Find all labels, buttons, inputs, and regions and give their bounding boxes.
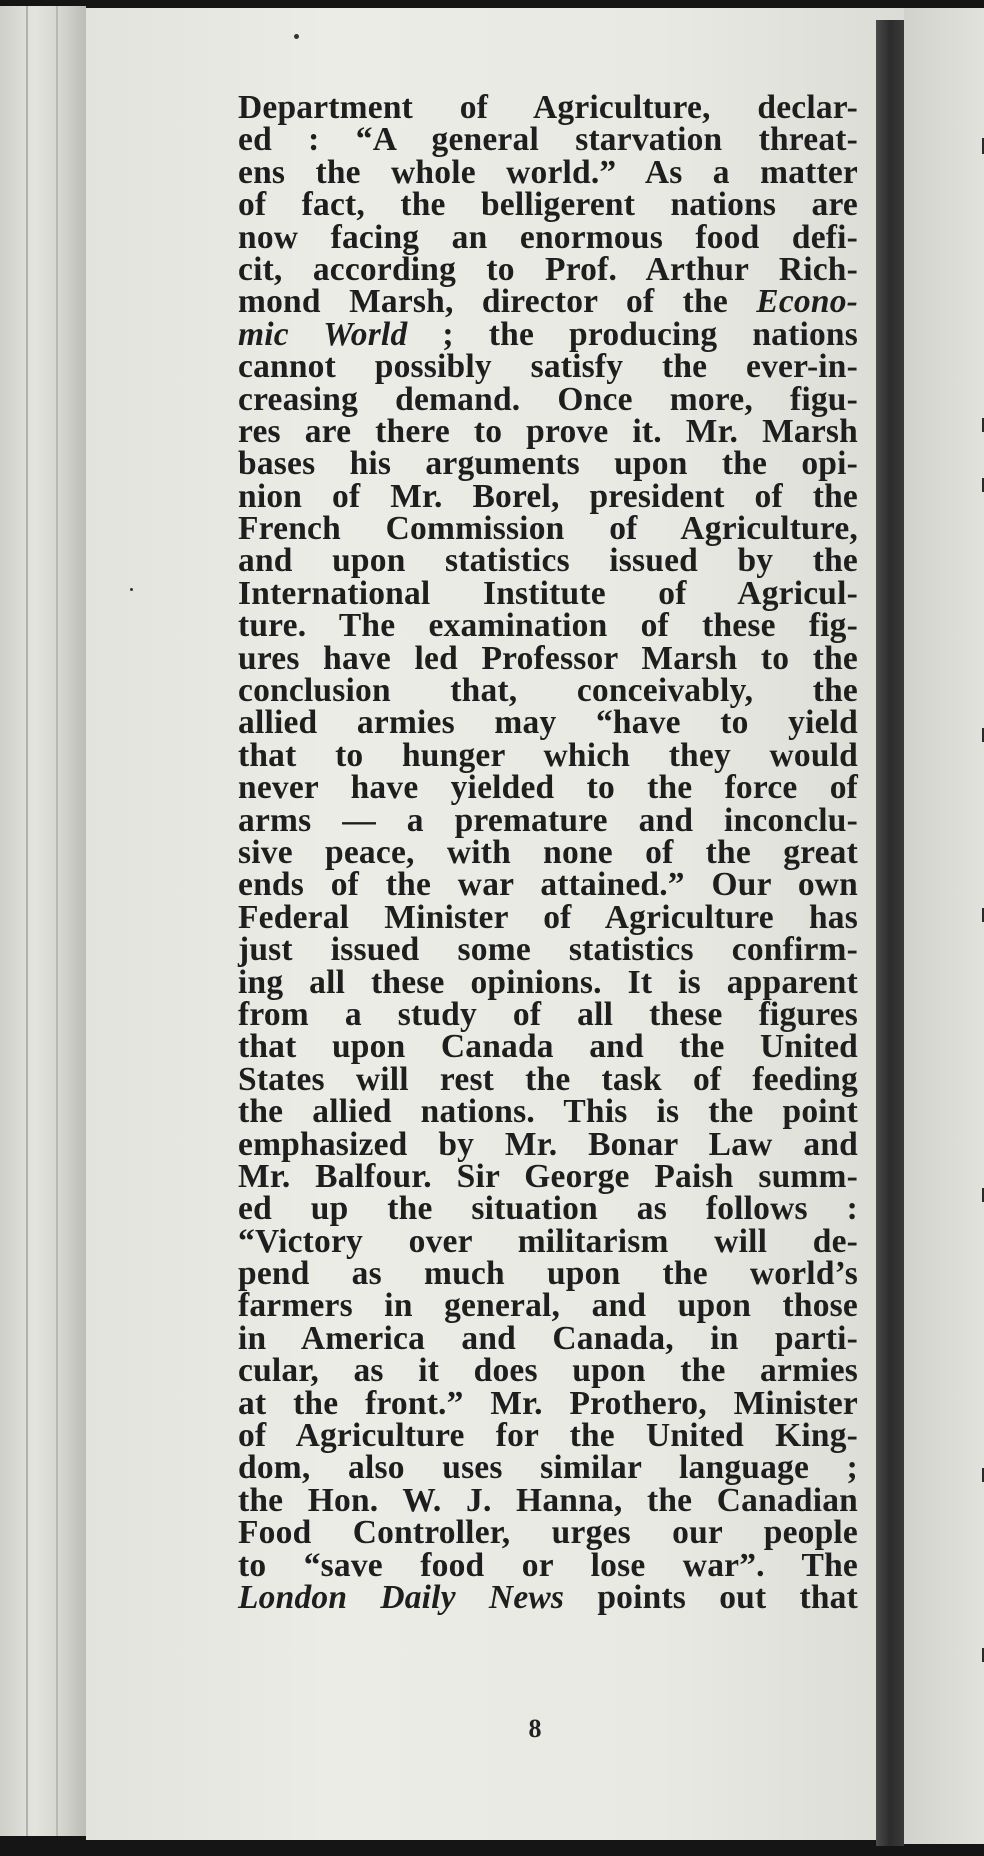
text-line: allied armies may “have to yield [238,704,858,742]
text-line: arms — a premature and inconclu- [238,801,858,839]
text-line: bases his arguments upon the opi- [238,445,858,483]
text-run: points out that [564,1578,858,1616]
print-speck [130,588,133,591]
page-gutter-shadow [876,20,904,1846]
text-line: emphasized by Mr. Bonar Law and [238,1125,858,1163]
text-line: at the front.” Mr. Prothero, Minister [238,1384,858,1422]
journal-title-part: mic World [238,315,408,353]
text-line [238,315,858,353]
text-line: from a study of all these figures [238,995,858,1033]
text-line: farmers in general, and upon those [238,1287,858,1325]
text-line: ed : “A general starvation threat- [238,121,858,159]
text-run: ; the producing nations [407,315,858,353]
text-line: ing all these opinions. It is apparent [238,963,858,1001]
text-line: never have yielded to the force of [238,769,858,807]
text-line: ends of the war attained.” Our own [238,866,858,904]
adjacent-page-edge [904,8,984,1844]
text-line: Department of Agriculture, declar- [238,89,858,126]
text-line: ures have led Professor Marsh to the [238,639,858,677]
text-line: that upon Canada and the United [238,1028,858,1066]
text-line: Food Controller, urges our people [238,1514,858,1552]
text-run: mond Marsh, director of the [238,283,757,321]
text-line: pend as much upon the world’s [238,1255,858,1293]
text-line: the allied nations. This is the point [238,1093,858,1131]
text-line: sive peace, with none of the great [238,833,858,871]
text-line: nion of Mr. Borel, president of the [238,477,858,515]
text-line: creasing demand. Once more, figu- [238,380,858,418]
text-line: cannot possibly satisfy the ever-in- [238,348,858,386]
text-line: that to hunger which they would [238,736,858,774]
newspaper-title: London Daily News [238,1578,565,1616]
text-line: to “save food or lose war”. The [238,1546,858,1584]
text-line: cit, according to Prof. Arthur Rich- [238,250,858,288]
text-line: res are there to prove it. Mr. Marsh [238,412,858,450]
text-line: “Victory over militarism will de- [238,1222,858,1260]
text-line: and upon statistics issued by the [238,542,858,580]
text-line: French Commission of Agriculture, [238,510,858,548]
text-line [238,283,858,321]
text-line: just issued some statistics confirm- [238,931,858,969]
text-line: Federal Minister of Agriculture has [238,898,858,936]
text-line: ture. The examination of these fig- [238,607,858,645]
page-number: 8 [528,1714,542,1743]
text-line [238,1578,858,1616]
left-page-edge [0,6,86,1836]
print-speck [294,34,299,39]
text-line: in America and Canada, in parti- [238,1319,858,1357]
text-line: ed up the situation as follows : [238,1190,858,1228]
text-line: ens the whole world.” As a matter [238,153,858,191]
text-line: of fact, the belligerent nations are [238,186,858,224]
text-line: now facing an enormous food defi- [238,218,858,256]
text-line: of Agriculture for the United King- [238,1417,858,1455]
body-text [238,89,858,1616]
text-line: States will rest the task of feeding [238,1060,858,1098]
text-line: the Hon. W. J. Hanna, the Canadian [238,1481,858,1519]
text-line: Mr. Balfour. Sir George Paish summ- [238,1157,858,1195]
text-line: dom, also uses similar language ; [238,1449,858,1487]
text-line: conclusion that, conceivably, the [238,672,858,710]
journal-title-part: Econo- [756,283,858,321]
text-line: cular, as it does upon the armies [238,1352,858,1390]
text-line: International Institute of Agricul- [238,574,858,612]
